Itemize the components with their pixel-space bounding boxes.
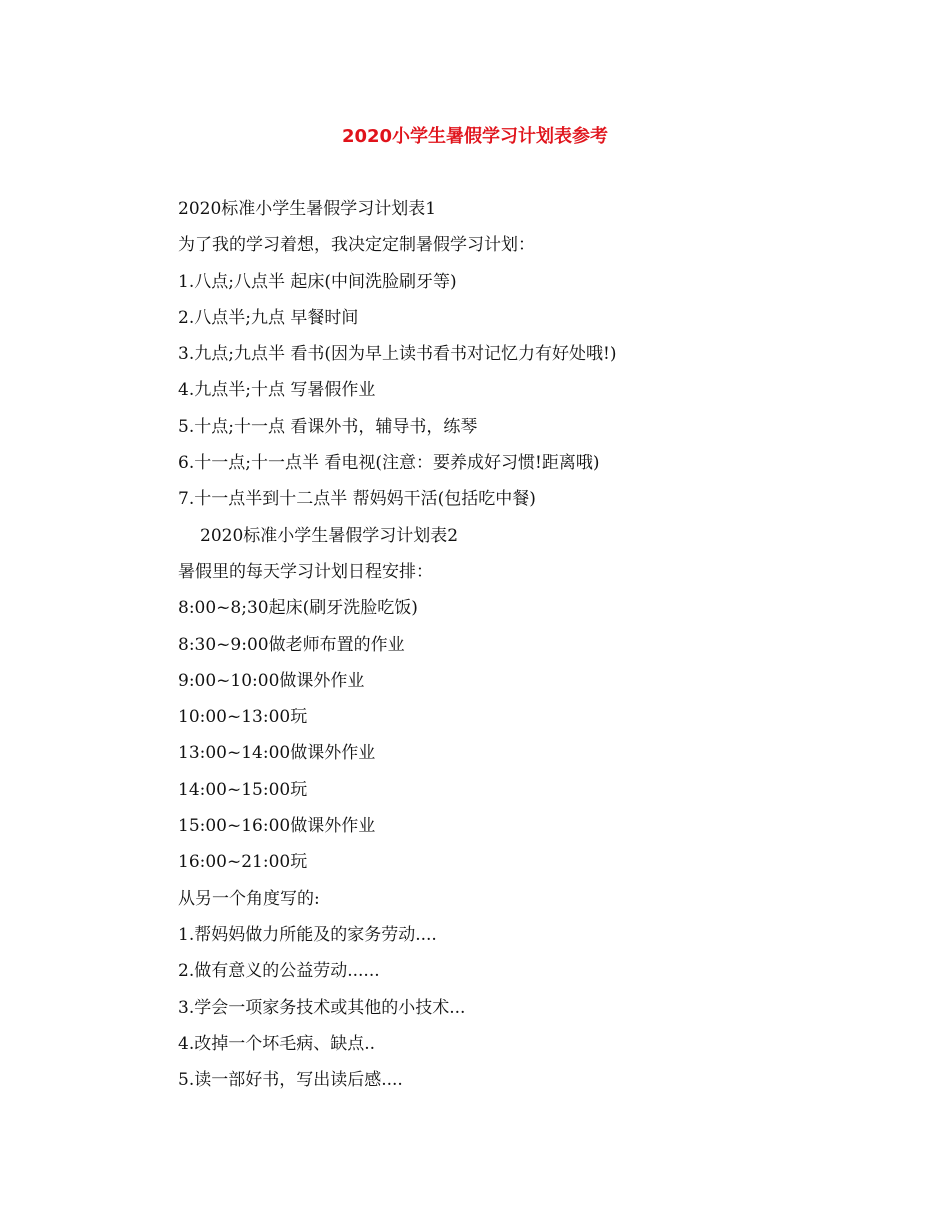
schedule-item: 9:00~10:00做课外作业: [178, 670, 365, 691]
list-item: 6.十一点;十一点半 看电视(注意：要养成好习惯!距离哦): [178, 453, 600, 474]
schedule-item: 14:00~15:00玩: [178, 779, 308, 800]
list-item: 2.八点半;九点 早餐时间: [178, 307, 359, 328]
list-item: 1.八点;八点半 起床(中间洗脸刷牙等): [178, 271, 457, 292]
document-body: [178, 196, 878, 1103]
list-item: 5.十点;十一点 看课外书，辅导书，练琴: [178, 416, 478, 437]
schedule-item: 15:00~16:00做课外作业: [178, 816, 376, 837]
section-heading-1: 2020标准小学生暑假学习计划表1: [178, 199, 437, 219]
section-heading-2: 2020标准小学生暑假学习计划表2: [200, 525, 459, 546]
schedule-item: 10:00~13:00玩: [178, 707, 308, 728]
list-item: 5.读一部好书，写出读后感....: [178, 1070, 403, 1091]
list-item: 4.改掉一个坏毛病、缺点..: [178, 1033, 376, 1054]
list-item: 3.学会一项家务技术或其他的小技术...: [178, 997, 466, 1018]
schedule-item: 13:00~14:00做课外作业: [178, 743, 376, 764]
list-item: 7.十一点半到十二点半 帮妈妈干活(包括吃中餐): [178, 489, 536, 510]
list-item: 2.做有意义的公益劳动......: [178, 961, 380, 982]
schedule-item: 8:00~8;30起床(刷牙洗脸吃饭): [178, 598, 418, 619]
paragraph-line: 从另一个角度写的:: [178, 888, 320, 909]
list-item: 3.九点;九点半 看书(因为早上读书看书对记忆力有好处哦!): [178, 344, 617, 365]
document-title: 2020小学生暑假学习计划表参考: [341, 126, 609, 147]
paragraph-line: 为了我的学习着想，我决定定制暑假学习计划：: [178, 235, 535, 256]
list-item: 1.帮妈妈做力所能及的家务劳动....: [178, 924, 437, 945]
schedule-item: 16:00~21:00玩: [178, 852, 308, 873]
paragraph-line: 暑假里的每天学习计划日程安排：: [178, 561, 433, 582]
schedule-item: 8:30~9:00做老师布置的作业: [178, 634, 405, 655]
list-item: 4.九点半;十点 写暑假作业: [178, 380, 376, 401]
